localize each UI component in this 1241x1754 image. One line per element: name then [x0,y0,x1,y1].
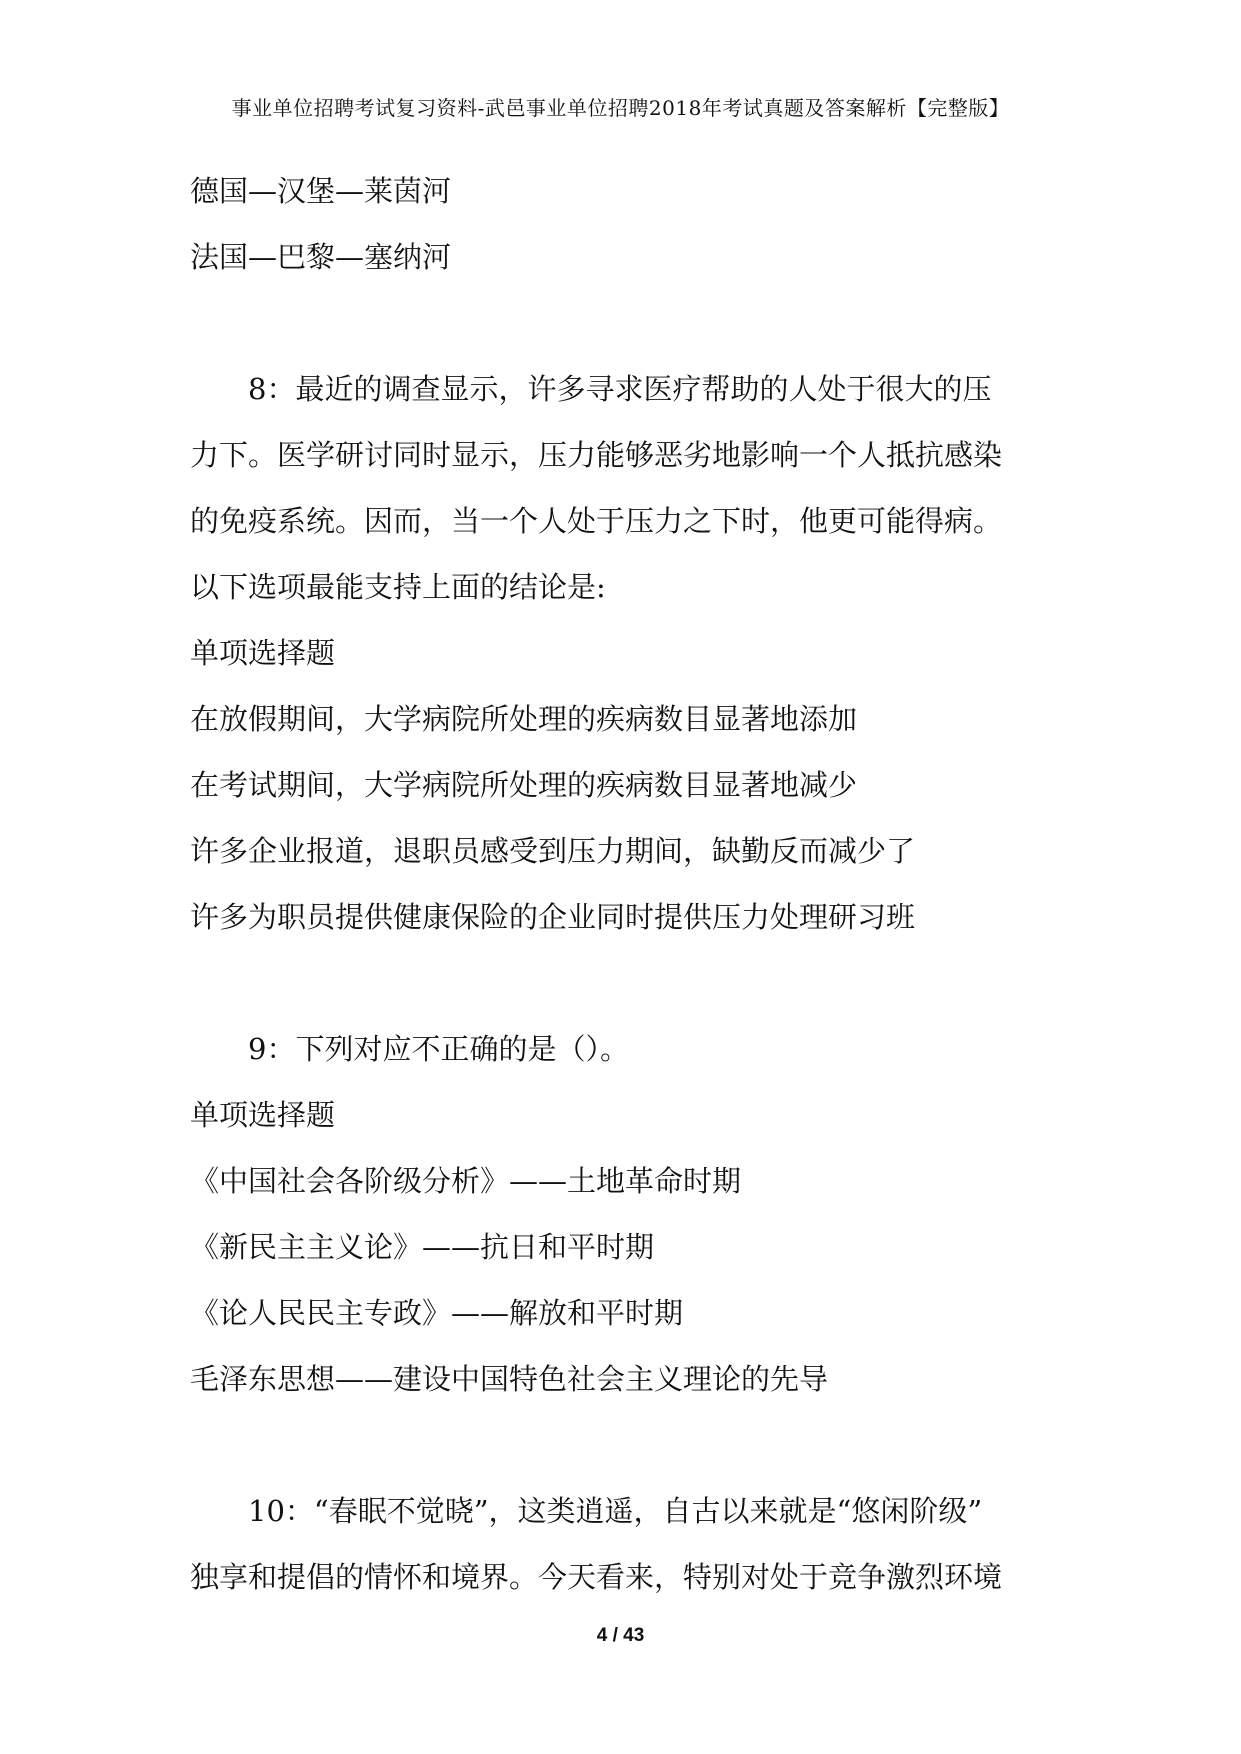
option-line: 德国—汉堡—莱茵河 [190,174,452,208]
question-8-option: 许多企业报道，退职员感受到压力期间，缺勤反而减少了 [190,834,916,868]
document-body [190,158,1090,1610]
question-8-stem-line: 的免疫系统。因而，当一个人处于压力之下时，他更可能得病。 [190,504,1003,538]
question-10-stem-line: 10：“春眠不觉晓”，这类逍遥，自古以来就是“悠闲阶级” [248,1494,983,1528]
page-header: 事业单位招聘考试复习资料-武邑事业单位招聘2018年考试真题及答案解析【完整版】 [231,96,1010,120]
question-9-type: 单项选择题 [190,1098,336,1132]
question-9-option: 毛泽东思想——建设中国特色社会主义理论的先导 [190,1362,829,1396]
question-9-option: 《中国社会各阶级分析》——土地革命时期 [190,1164,742,1198]
spacer [190,1412,1090,1478]
question-8-stem-line: 以下选项最能支持上面的结论是: [190,570,606,604]
question-9-stem: 9：下列对应不正确的是（）。 [248,1032,629,1066]
question-9-option: 《新民主主义论》——抗日和平时期 [190,1230,655,1264]
option-line: 法国—巴黎—塞纳河 [190,240,452,274]
question-8-stem-line: 8：最近的调查显示，许多寻求医疗帮助的人处于很大的压 [248,372,992,406]
question-8-option: 在考试期间，大学病院所处理的疾病数目显著地减少 [190,768,858,802]
question-8-option: 许多为职员提供健康保险的企业同时提供压力处理研习班 [190,900,916,934]
question-9-option: 《论人民民主专政》——解放和平时期 [190,1296,684,1330]
question-10-stem-line: 独享和提倡的情怀和境界。今天看来，特别对处于竞争激烈环境 [190,1560,1003,1594]
question-8-option: 在放假期间，大学病院所处理的疾病数目显著地添加 [190,702,858,736]
page-number: 4 / 43 [596,1625,645,1646]
spacer [190,290,1090,356]
question-8-type: 单项选择题 [190,636,336,670]
spacer [190,950,1090,1016]
question-8-stem-line: 力下。医学研讨同时显示，压力能够恶劣地影响一个人抵抗感染 [190,438,1003,472]
